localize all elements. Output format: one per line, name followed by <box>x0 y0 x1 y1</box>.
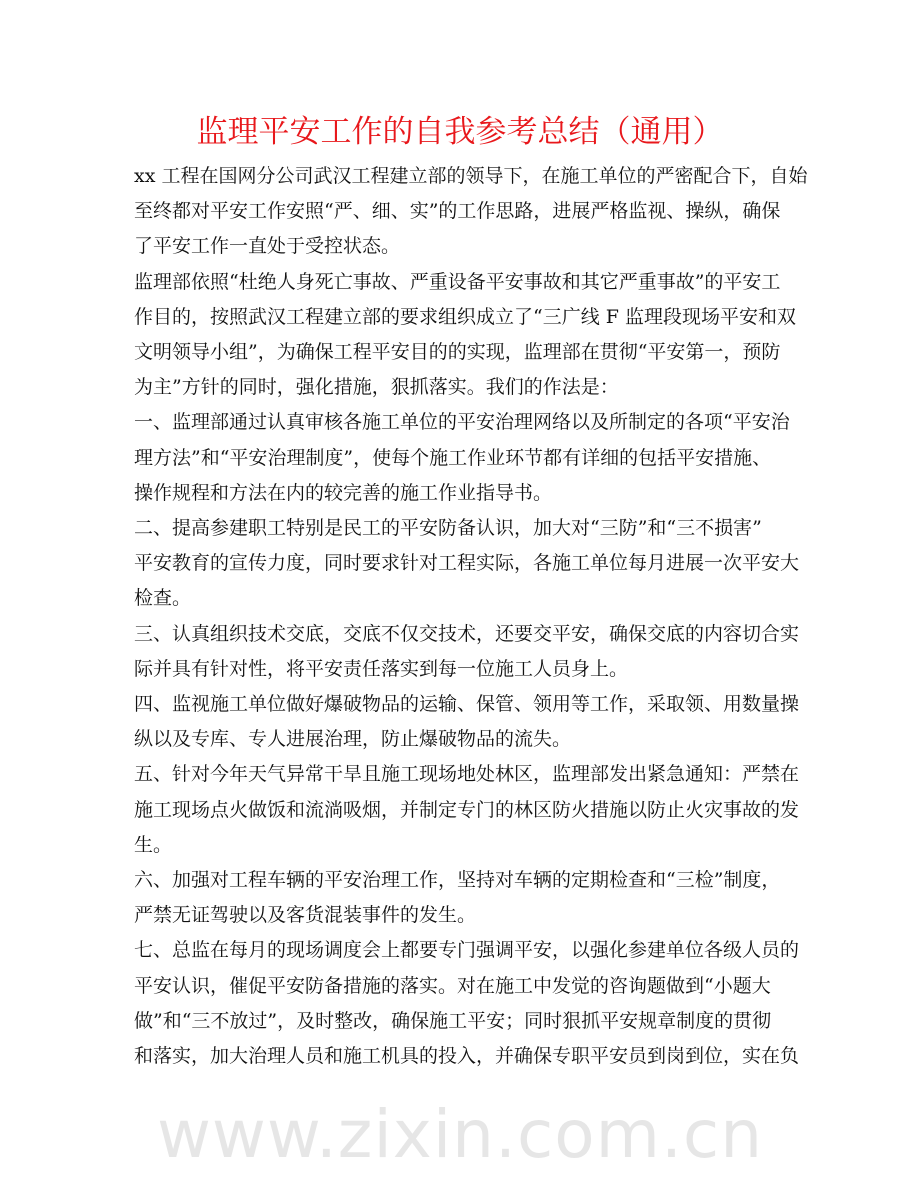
paragraph <box>134 687 814 757</box>
text-line: 理方法”和“平安治理制度”，使每个施工作业环节都有详细的包括平安措施、 <box>134 446 772 469</box>
text-line: 至终都对平安工作安照“严、细、实”的工作思路，进展严格监视、操纵，确保 <box>134 200 781 223</box>
text-line: 平安认识，催促平安防备措施的落实。对在施工中发觉的咨询题做到“小题大 <box>134 974 771 997</box>
text-line: 严禁无证驾驶以及客货混装事件的发生。 <box>134 904 477 927</box>
paragraph <box>134 159 814 265</box>
paragraph <box>134 405 814 511</box>
text-line: 二、提高参建职工特别是民工的平安防备认识，加大对“三防”和“三不损害” <box>134 517 762 540</box>
paragraph <box>134 933 814 1074</box>
document-title: 监理平安工作的自我参考总结（通用） <box>196 114 724 150</box>
text-line: 监理部依照“杜绝人身死亡事故、严重设备平安事故和其它严重事故”的平安工 <box>134 270 781 293</box>
text-line: 做”和“三不放过”，及时整改，确保施工平安；同时狠抓平安规章制度的贯彻 <box>134 1009 772 1032</box>
text-line: 际并具有针对性，将平安责任落实到每一位施工人员身上。 <box>134 657 629 680</box>
text-line: 施工现场点火做饭和流淌吸烟，并制定专门的林区防火措施以防止火灾事故的发 <box>134 798 800 821</box>
paragraph <box>134 617 814 687</box>
text-line: 和落实，加大治理人员和施工机具的投入，并确保专职平安员到岗到位，实在负 <box>134 1045 800 1068</box>
document-body <box>134 159 814 1074</box>
text-line: 检查。 <box>134 587 192 610</box>
text-line: 六、加强对工程车辆的平安治理工作，坚持对车辆的定期检查和“三检”制度， <box>134 869 781 892</box>
text-line: 平安教育的宣传力度，同时要求针对工程实际，各施工单位每月进展一次平安大 <box>134 552 800 575</box>
text-line: 文明领导小组”，为确保工程平安目的的实现，监理部在贯彻“平安第一，预防 <box>134 341 781 364</box>
paragraph <box>134 265 814 406</box>
text-line: xx 工程在国网分公司武汉工程建立部的领导下，在施工单位的严密配合下，自始 <box>134 165 808 187</box>
text-line: 生。 <box>134 833 173 856</box>
text-line: 纵以及专库、专人进展治理，防止爆破物品的流失。 <box>134 728 572 751</box>
text-line: 一、监理部通过认真审核各施工单位的平安治理网络以及所制定的各项“平安治 <box>134 411 790 434</box>
paragraph <box>134 511 814 617</box>
text-line: 操作规程和方法在内的较完善的施工作业指导书。 <box>134 481 553 504</box>
text-line: 了平安工作一直处于受控状态。 <box>134 235 401 258</box>
watermark: www.zixin.com.cn <box>156 1096 764 1173</box>
text-line: 五、针对今年天气异常干旱且施工现场地处林区，监理部发出紧急通知：严禁在 <box>134 763 800 786</box>
text-line: 四、监视施工单位做好爆破物品的运输、保管、领用等工作，采取领、用数量操 <box>134 693 800 716</box>
paragraph <box>134 757 814 863</box>
text-line: 七、总监在每月的现场调度会上都要专门强调平安，以强化参建单位各级人员的 <box>134 939 800 962</box>
text-line: 作目的，按照武汉工程建立部的要求组织成立了“三广线 F 监理段现场平安和双 <box>134 305 796 328</box>
paragraph <box>134 863 814 933</box>
text-line: 三、认真组织技术交底，交底不仅交技术，还要交平安，确保交底的内容切合实 <box>134 622 800 645</box>
text-line: 为主”方针的同时，强化措施，狠抓落实。我们的作法是： <box>134 376 619 399</box>
